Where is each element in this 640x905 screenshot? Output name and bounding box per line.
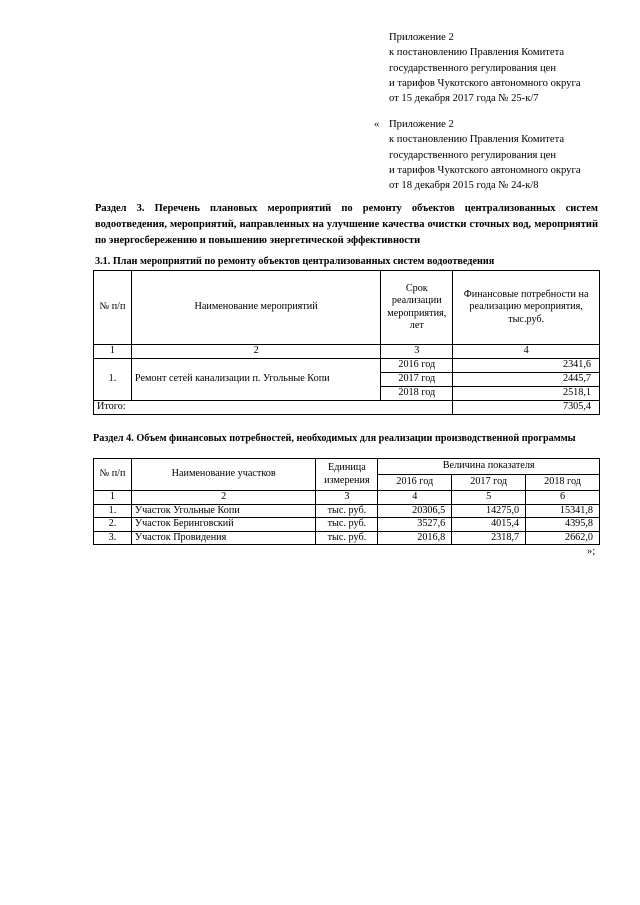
appendix-line: от 15 декабря 2017 года № 25-к/7 [389,93,539,105]
table-row [94,359,600,373]
header-year: 2017 год [452,475,526,491]
closing-quote: »; [587,546,596,557]
row-num: 2. [94,518,132,532]
opening-quote: « [374,119,380,130]
row-value-2017: 4015,4 [452,518,526,532]
row-unit: тыс. руб. [316,504,378,518]
row-value-2017: 2318,7 [452,531,526,545]
appendix-line: от 18 декабря 2015 года № 24-к/8 [389,180,539,192]
table-row [94,518,600,532]
header-value-group: Величина показателя [378,459,600,475]
col-number: 5 [452,491,526,505]
header-name: Наименование мероприятий [131,271,380,345]
row-unit: тыс. руб. [316,518,378,532]
col-number: 6 [526,491,600,505]
row-name: Участок Провидения [131,531,316,545]
row-unit: тыс. руб. [316,531,378,545]
appendix-header-old [389,117,581,193]
header-num: № п/п [94,271,132,345]
table-header-row [94,271,600,345]
row-value-2016: 20306,5 [378,504,452,518]
table-row [94,504,600,518]
appendix-line: к постановлению Правления Комитета [389,134,565,146]
table-row [94,531,600,545]
section-4-title: Раздел 4. Объем финансовых потребностей, необходимых для реализации производственной программы [93,433,576,444]
appendix-line: государственного регулирования цен [389,62,557,74]
row-year: 2018 год [381,387,453,401]
appendix-line: государственного регулирования цен [389,149,557,161]
column-number-row [94,491,600,505]
row-num: 1. [94,359,132,401]
total-row [94,401,600,415]
row-num: 1. [94,504,132,518]
row-value: 2518,1 [453,387,600,401]
header-term: Срок реализации мероприятия, лет [381,271,453,345]
repair-plan-table [93,270,600,415]
header-name: Наименование участков [131,459,316,491]
row-name: Участок Угольные Копи [131,504,316,518]
section-3-title: Раздел 3. Перечень плановых мероприятий по ремонту объектов централизованных систем водоотведения, мероприятий, направленных на улучшение качества очистки сточных вод, мероприятий по энергосбережению и повышению энергетической эффективности [95,203,598,246]
section-3-1-subtitle: 3.1. План мероприятий по ремонту объектов централизованных систем водоотведения [95,256,495,267]
col-number: 2 [131,491,316,505]
appendix-line: Приложение 2 [389,32,454,43]
appendix-line: к постановлению Правления Комитета [389,47,565,59]
row-name: Ремонт сетей канализации п. Угольные Копи [131,359,380,401]
row-year: 2016 год [381,359,453,373]
table-header-row [94,459,600,475]
col-number: 2 [131,345,380,359]
col-number: 3 [316,491,378,505]
row-value-2017: 14275,0 [452,504,526,518]
row-num: 3. [94,531,132,545]
header-unit: Единица измерения [316,459,378,491]
appendix-line: и тарифов Чукотского автономного округа [389,77,581,89]
appendix-line: Приложение 2 [389,119,454,130]
col-number: 3 [381,345,453,359]
col-number: 4 [453,345,600,359]
header-finance: Финансовые потребности на реализацию мероприятия, тыс.руб. [453,271,600,345]
appendix-header-new [389,30,581,106]
row-value-2018: 15341,8 [526,504,600,518]
row-value-2016: 3527,6 [378,518,452,532]
row-year: 2017 год [381,373,453,387]
row-value-2018: 2662,0 [526,531,600,545]
row-value-2016: 2016,8 [378,531,452,545]
col-number: 1 [94,491,132,505]
total-label: Итого: [94,401,453,415]
header-year: 2018 год [526,475,600,491]
col-number: 1 [94,345,132,359]
appendix-line: и тарифов Чукотского автономного округа [389,164,581,176]
column-number-row [94,345,600,359]
col-number: 4 [378,491,452,505]
financial-needs-table [93,458,600,545]
row-value: 2445,7 [453,373,600,387]
row-value: 2341,6 [453,359,600,373]
total-value: 7305,4 [453,401,600,415]
row-value-2018: 4395,8 [526,518,600,532]
header-year: 2016 год [378,475,452,491]
header-num: № п/п [94,459,132,491]
row-name: Участок Беринговский [131,518,316,532]
